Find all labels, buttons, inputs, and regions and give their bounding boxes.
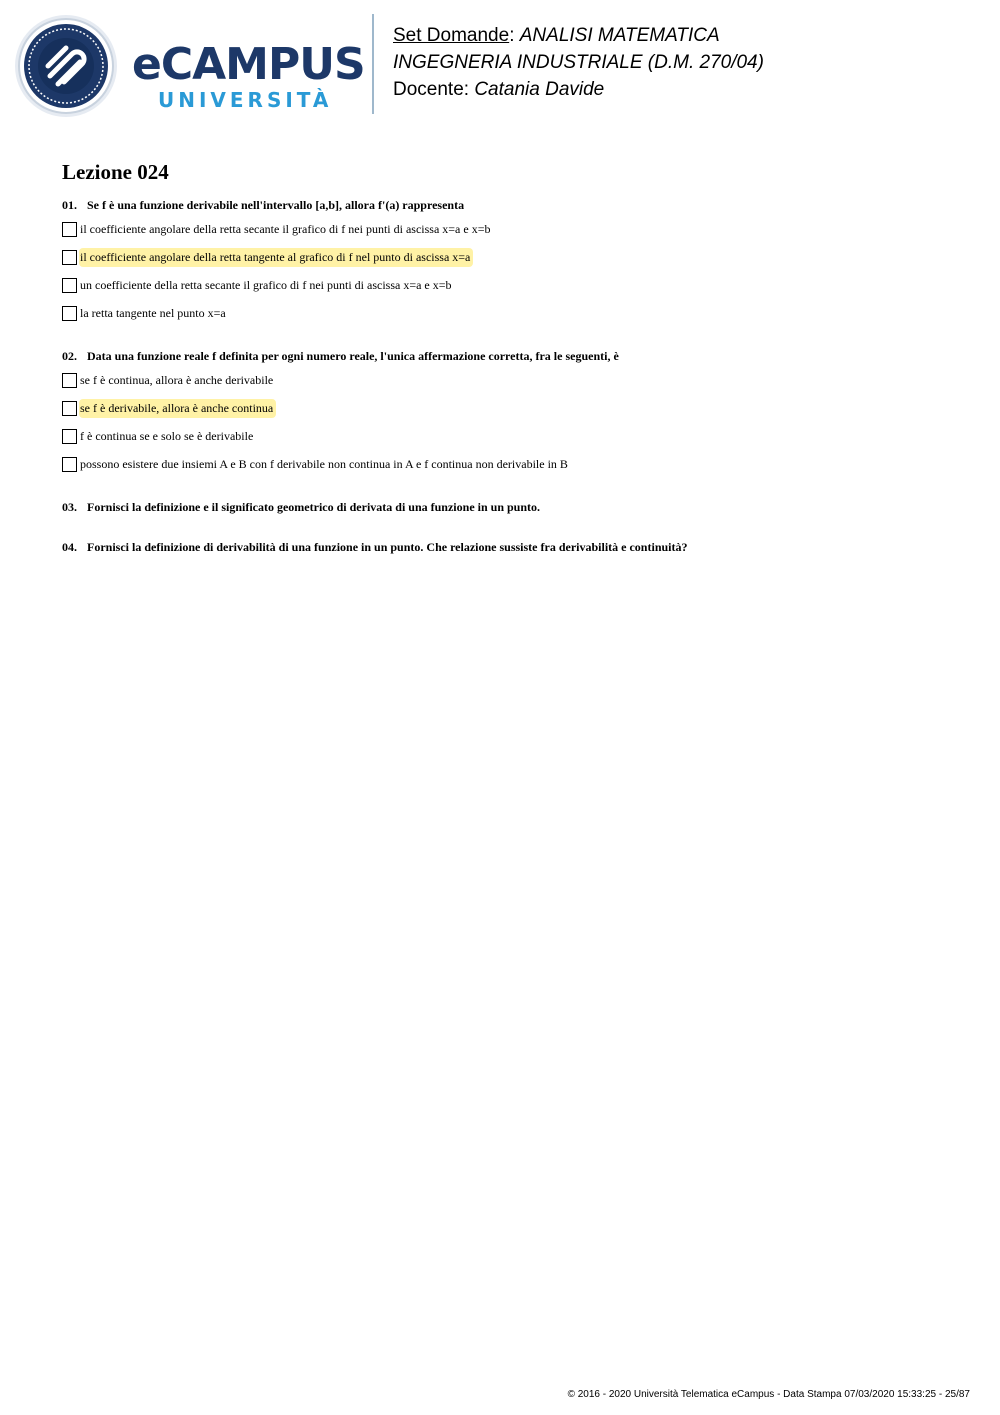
answer-label: la retta tangente nel punto x=a: [80, 305, 226, 320]
teacher-label: Docente:: [393, 79, 475, 100]
question-04: [62, 537, 942, 557]
teacher-line: [393, 76, 764, 103]
header-info: [393, 22, 764, 103]
brand-subtitle: UNIVERSITÀ: [158, 88, 333, 112]
header-divider: [372, 14, 374, 114]
question-text: [62, 346, 942, 366]
teacher-name: Catania Davide: [474, 79, 605, 100]
ecampus-logo: [14, 14, 365, 118]
answer-label: un coefficiente della retta secante il grafico di f nei punti di ascissa x=a e x=b: [80, 277, 452, 292]
answer-label: il coefficiente angolare della retta secante il grafico di f nei punti di ascissa x=a e x=b: [80, 221, 491, 236]
answer-label: se f è continua, allora è anche derivabile: [80, 372, 274, 387]
question-02: [62, 346, 942, 478]
question-number: 02.: [62, 349, 77, 363]
brand-wordmark: [132, 39, 365, 112]
answer-checkbox[interactable]: [62, 306, 77, 321]
answer-checkbox[interactable]: [62, 222, 77, 237]
question-prompt: Se f è una funzione derivabile nell'intervallo [a,b], allora f'(a) rappresenta: [87, 198, 465, 212]
lesson-title: Lezione 024: [62, 160, 169, 184]
answer-checkbox[interactable]: [62, 401, 77, 416]
answer-option[interactable]: [62, 299, 942, 327]
answer-option[interactable]: [62, 422, 942, 450]
question-prompt: Data una funzione reale f definita per ogni numero reale, l'unica affermazione corretta, fra le seguenti, è: [87, 349, 619, 363]
set-separator: :: [509, 25, 520, 46]
question-number: 04.: [62, 540, 77, 554]
question-text: [62, 497, 942, 517]
answer-option[interactable]: [62, 366, 942, 394]
question-text: [62, 195, 942, 215]
answer-checkbox[interactable]: [62, 457, 77, 472]
answer-label: il coefficiente angolare della retta tangente al grafico di f nel punto di ascissa x=a: [79, 248, 473, 267]
answer-checkbox[interactable]: [62, 373, 77, 388]
question-number: 01.: [62, 198, 77, 212]
program-name: INGEGNERIA INDUSTRIALE (D.M. 270/04): [393, 52, 764, 73]
answer-checkbox[interactable]: [62, 250, 77, 265]
set-label: Set Domande: [393, 25, 510, 46]
answer-checkbox[interactable]: [62, 278, 77, 293]
answer-option[interactable]: [62, 271, 942, 299]
page-footer: © 2016 - 2020 Università Telematica eCampus - Data Stampa 07/03/2020 15:33:25 - 25/87: [567, 1389, 970, 1400]
answer-option[interactable]: [62, 215, 942, 243]
question-text: [62, 537, 942, 557]
answer-option[interactable]: [62, 450, 942, 478]
question-01: [62, 195, 942, 327]
answer-option-highlighted[interactable]: [62, 243, 942, 271]
answer-label: se f è derivabile, allora è anche continua: [79, 399, 276, 418]
university-seal-icon: [14, 14, 118, 118]
set-line: [393, 22, 764, 49]
answer-label: possono esistere due insiemi A e B con f derivabile non continua in A e f continua non derivabile in B: [80, 456, 568, 471]
question-03: [62, 497, 942, 517]
question-prompt: Fornisci la definizione e il significato geometrico di derivata di una funzione in un punto.: [87, 500, 541, 514]
answer-option-highlighted[interactable]: [62, 394, 942, 422]
question-prompt: Fornisci la definizione di derivabilità di una funzione in un punto. Che relazione sussiste fra derivabilità e continuità?: [87, 540, 688, 554]
question-number: 03.: [62, 500, 77, 514]
course-name: ANALISI MATEMATICA: [519, 25, 720, 46]
brand-name: eCAMPUS: [132, 39, 365, 90]
answer-checkbox[interactable]: [62, 429, 77, 444]
answer-label: f è continua se e solo se è derivabile: [80, 428, 254, 443]
